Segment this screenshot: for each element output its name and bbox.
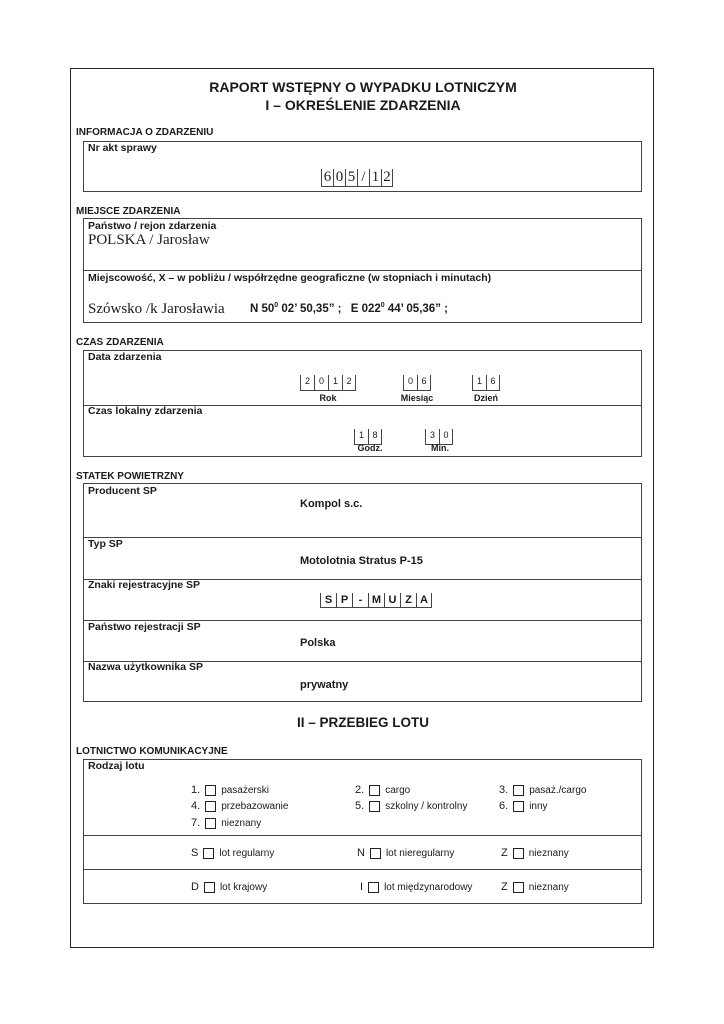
report-title: RAPORT WSTĘPNY O WYPADKU LOTNICZYM xyxy=(209,79,517,95)
producer-value: Kompol s.c. xyxy=(300,498,363,510)
day-value xyxy=(472,375,500,391)
operator-value: prywatny xyxy=(300,679,349,691)
option-letter: Z xyxy=(501,847,508,859)
option-label: przebazowanie xyxy=(221,800,289,812)
option-label: lot krajowy xyxy=(219,881,268,893)
char-cell: M xyxy=(368,593,384,608)
aircraft-box xyxy=(83,483,642,702)
divider xyxy=(84,537,641,538)
locality-label: Miejscowość, X – w pobliżu / współrzędne geograficzne (w stopniach i minutach) xyxy=(88,272,492,284)
month-value xyxy=(403,375,431,391)
checkbox[interactable] xyxy=(205,801,216,812)
info-section-heading: INFORMACJA O ZDARZENIU xyxy=(76,127,214,138)
char-cell: 0 xyxy=(403,375,417,391)
registration-state-label: Państwo rejestracji SP xyxy=(88,621,201,633)
flight-type-box xyxy=(83,759,642,904)
checkbox[interactable] xyxy=(203,848,214,859)
time-box xyxy=(83,350,642,457)
type-value: Motolotnia Stratus P-15 xyxy=(300,555,423,567)
option-number: 7. xyxy=(191,817,201,829)
char-cell: 0 xyxy=(314,375,328,391)
checkbox[interactable] xyxy=(513,785,524,796)
option-label: nieznany xyxy=(528,881,569,893)
place-section-heading: MIEJSCE ZDARZENIA xyxy=(76,206,181,217)
option-label: inny xyxy=(529,800,548,812)
char-cell: Z xyxy=(400,593,416,608)
option-training[interactable] xyxy=(355,800,467,812)
char-cell: U xyxy=(384,593,400,608)
date-label: Data zdarzenia xyxy=(88,351,162,363)
checkbox[interactable] xyxy=(204,882,215,893)
option-number: 6. xyxy=(499,800,509,812)
place-box xyxy=(83,218,642,323)
country-label: Państwo / rejon zdarzenia xyxy=(88,220,217,232)
divider xyxy=(84,869,641,870)
option-letter: S xyxy=(191,847,199,859)
divider xyxy=(84,835,641,836)
coord-e-degree: 0 xyxy=(380,302,385,309)
option-number: 3. xyxy=(499,784,509,796)
option-letter: I xyxy=(360,881,364,893)
type-label: Typ SP xyxy=(88,538,123,550)
local-time-label: Czas lokalny zdarzenia xyxy=(88,405,203,417)
option-label: nieznany xyxy=(221,817,262,829)
option-label: cargo xyxy=(385,784,411,796)
producer-label: Producent SP xyxy=(88,485,157,497)
checkbox[interactable] xyxy=(205,818,216,829)
char-cell: 1 xyxy=(354,429,368,445)
option-number: 1. xyxy=(191,784,201,796)
coord-n-rest: 02’ 50,35” ; xyxy=(278,302,342,315)
char-cell: 1 xyxy=(328,375,342,391)
coord-e: E 022 xyxy=(350,302,381,315)
option-unknown-schedule[interactable] xyxy=(501,847,569,859)
char-cell: 1 xyxy=(472,375,486,391)
option-passenger-cargo[interactable] xyxy=(499,784,586,796)
option-unknown[interactable] xyxy=(191,817,261,829)
option-label: lot nieregularny xyxy=(385,847,455,859)
char-cell: - xyxy=(352,593,368,608)
option-international[interactable] xyxy=(360,881,472,893)
checkbox[interactable] xyxy=(205,785,216,796)
char-cell: 3 xyxy=(425,429,439,445)
char-cell: S xyxy=(320,593,336,608)
char-cell: 6 xyxy=(417,375,431,391)
aircraft-section-heading: STATEK POWIETRZNY xyxy=(76,471,184,482)
char-cell: 5 xyxy=(345,169,357,187)
option-letter: Z xyxy=(501,881,508,893)
char-cell: P xyxy=(336,593,352,608)
case-number-value xyxy=(321,169,393,185)
time-section-heading: CZAS ZDARZENIA xyxy=(76,337,164,348)
option-label: szkolny / kontrolny xyxy=(385,800,468,812)
locality-value: Szówsko /k Jarosławia xyxy=(88,301,225,317)
case-number-box xyxy=(83,141,642,192)
flight-type-label: Rodzaj lotu xyxy=(88,760,145,772)
option-number: 5. xyxy=(355,800,365,812)
char-cell: 6 xyxy=(486,375,500,391)
option-domestic[interactable] xyxy=(191,881,267,893)
registration-value xyxy=(320,593,432,609)
checkbox[interactable] xyxy=(370,848,381,859)
option-label: nieznany xyxy=(528,847,569,859)
case-number-label: Nr akt sprawy xyxy=(88,142,157,154)
option-number: 4. xyxy=(191,800,201,812)
month-caption: Miesiąc xyxy=(400,393,434,403)
option-passenger[interactable] xyxy=(191,784,269,796)
operator-label: Nazwa użytkownika SP xyxy=(88,661,203,673)
option-other[interactable] xyxy=(499,800,548,812)
country-value: POLSKA / Jarosław xyxy=(88,232,210,248)
char-cell: 0 xyxy=(439,429,453,445)
option-label: lot regularny xyxy=(219,847,275,859)
flight-section-title: II – PRZEBIEG LOTU xyxy=(296,715,429,730)
day-caption: Dzień xyxy=(473,393,498,403)
coord-n: N 50 xyxy=(250,302,275,315)
coordinates-value xyxy=(250,302,448,315)
option-ferry[interactable] xyxy=(191,800,288,812)
option-unknown-scope[interactable] xyxy=(501,881,569,893)
char-cell: 6 xyxy=(321,169,333,187)
checkbox[interactable] xyxy=(513,848,524,859)
option-label: pasażerski xyxy=(221,784,269,796)
registration-state-value: Polska xyxy=(300,637,336,649)
char-cell: 0 xyxy=(333,169,345,187)
option-number: 2. xyxy=(355,784,365,796)
char-cell: 2 xyxy=(300,375,314,391)
coord-e-rest: 44’ 05,36” ; xyxy=(384,302,448,315)
divider xyxy=(84,270,641,271)
comm-section-heading: LOTNICTWO KOMUNIKACYJNE xyxy=(76,746,228,757)
report-form xyxy=(70,68,654,948)
year-value xyxy=(300,375,356,391)
option-cargo[interactable] xyxy=(355,784,410,796)
char-cell: A xyxy=(416,593,432,608)
char-cell: 8 xyxy=(368,429,382,445)
registration-label: Znaki rejestracyjne SP xyxy=(88,579,201,591)
option-letter: N xyxy=(357,847,365,859)
option-label: pasaż./cargo xyxy=(529,784,587,796)
option-letter: D xyxy=(191,881,199,893)
char-cell: 2 xyxy=(381,169,393,187)
checkbox[interactable] xyxy=(369,785,380,796)
checkbox[interactable] xyxy=(368,882,379,893)
option-non-scheduled[interactable] xyxy=(357,847,454,859)
checkbox[interactable] xyxy=(369,801,380,812)
char-cell: 1 xyxy=(369,169,381,187)
char-cell: 2 xyxy=(342,375,356,391)
char-cell: / xyxy=(357,169,369,187)
coord-n-degree: 0 xyxy=(274,302,279,309)
checkbox[interactable] xyxy=(513,801,524,812)
option-label: lot międzynarodowy xyxy=(384,881,473,893)
hour-caption: Godz. xyxy=(357,443,383,453)
year-caption: Rok xyxy=(319,393,337,403)
checkbox[interactable] xyxy=(513,882,524,893)
option-scheduled[interactable] xyxy=(191,847,274,859)
section-title: I – OKREŚLENIE ZDARZENIA xyxy=(265,97,461,113)
minute-caption: Min. xyxy=(431,443,449,453)
